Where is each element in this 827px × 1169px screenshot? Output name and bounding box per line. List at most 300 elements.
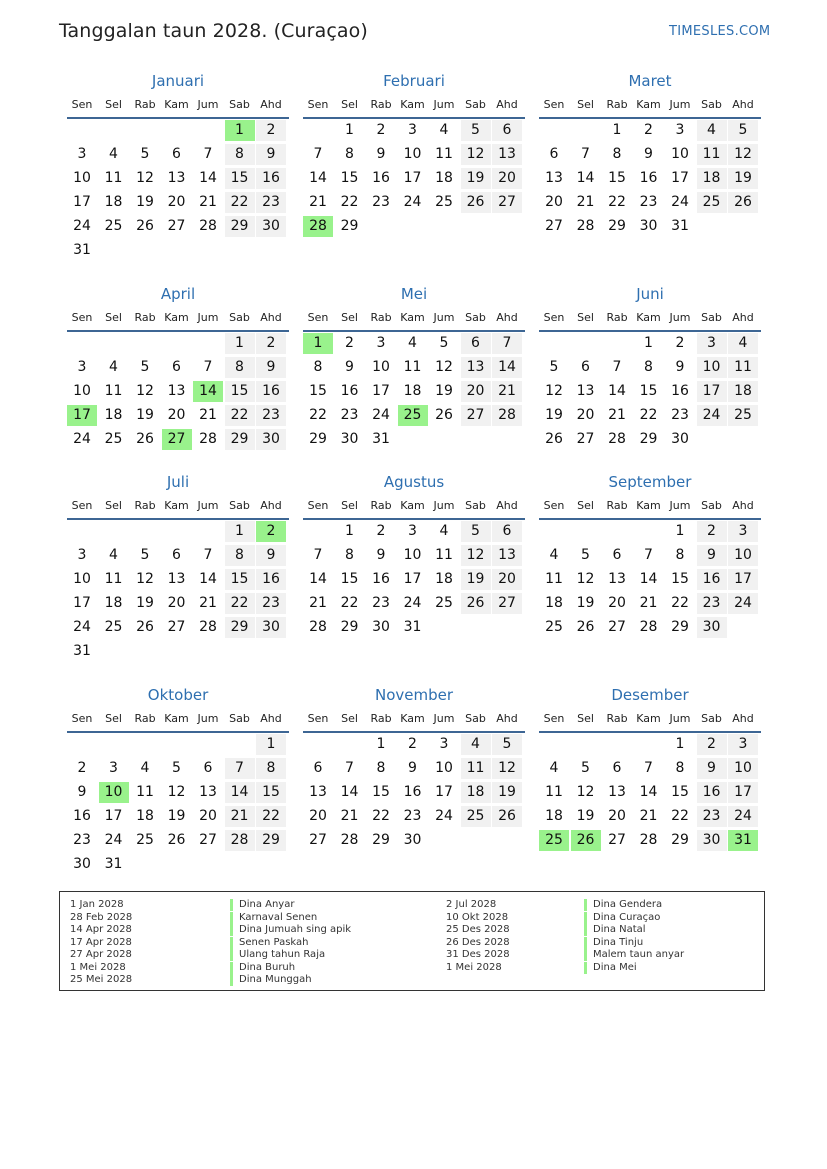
day-cell: 16 — [256, 569, 286, 590]
weekday-label: Rab — [606, 98, 628, 111]
holiday-date: 14 Apr 2028 — [70, 924, 132, 935]
day-cell: 20 — [461, 381, 491, 402]
day-cell: 15 — [608, 170, 626, 186]
day-cell: 26 — [728, 192, 758, 213]
day-cell: 18 — [545, 595, 563, 611]
weekday-label: Kam — [400, 311, 425, 324]
day-cell: 27 — [492, 192, 522, 213]
day-cell: 17 — [671, 170, 689, 186]
day-cell: 7 — [203, 146, 213, 162]
header-divider — [539, 518, 761, 520]
month-name: Juni — [636, 285, 664, 303]
day-cell: 30 — [256, 429, 286, 450]
day-cell: 6 — [172, 359, 181, 375]
day-cell: 2 — [697, 734, 727, 755]
day-cell: 16 — [639, 170, 658, 186]
holiday-date: 10 Okt 2028 — [446, 911, 509, 923]
holiday-name: Dina Munggah — [230, 974, 312, 986]
weekday-label: Sab — [701, 499, 722, 512]
weekday-label: Rab — [606, 712, 628, 725]
day-cell: 20 — [167, 407, 186, 423]
day-cell: 11 — [545, 571, 563, 587]
weekday-label: Sab — [701, 98, 722, 111]
day-cell: 19 — [136, 595, 154, 611]
day-cell: 29 — [671, 832, 689, 848]
day-cell: 29 — [225, 617, 255, 638]
day-cell: 23 — [256, 192, 286, 213]
day-cell: 18 — [104, 194, 123, 210]
weekday-header — [303, 98, 525, 114]
day-cell: 22 — [225, 192, 255, 213]
weekday-label: Ahd — [732, 98, 754, 111]
day-cell: 20 — [608, 595, 626, 611]
month-name: April — [160, 285, 196, 303]
day-cell: 21 — [199, 407, 217, 423]
day-cell: 18 — [435, 571, 453, 587]
weekday-label: Ahd — [732, 712, 754, 725]
day-cell: 13 — [167, 383, 186, 399]
day-cell: 20 — [576, 407, 595, 423]
day-cell: 25 — [104, 619, 123, 635]
holiday-date: 27 Apr 2028 — [70, 949, 132, 960]
weekday-label: Sab — [465, 98, 486, 111]
holiday-name: Dina Buruh — [230, 962, 295, 974]
weekday-header — [67, 98, 289, 114]
holiday-name: Malem taun anyar — [584, 949, 684, 961]
day-cell: 3 — [408, 122, 417, 138]
day-cell: 21 — [608, 407, 626, 423]
day-cell: 9 — [675, 359, 685, 375]
day-cell: 31 — [73, 643, 91, 659]
day-cell: 9 — [408, 760, 417, 776]
day-cell: 30 — [372, 619, 390, 635]
day-cell: 19 — [167, 808, 186, 824]
holiday-name: Dina Curaçao — [584, 912, 660, 924]
weekday-label: Rab — [370, 98, 392, 111]
day-cell: 17 — [403, 170, 422, 186]
holiday-name: Dina Anyar — [230, 899, 294, 911]
holiday-name: Dina Mei — [584, 962, 637, 974]
day-cell: 23 — [403, 808, 422, 824]
day-cell: 17 — [728, 782, 758, 803]
day-cell: 12 — [435, 359, 453, 375]
day-cell: 3 — [728, 521, 758, 542]
weekday-label: Jum — [669, 712, 691, 725]
month-name: Agustus — [383, 473, 445, 491]
day-cell: 6 — [313, 760, 323, 776]
weekday-header — [303, 712, 525, 728]
weekday-label: Kam — [400, 98, 425, 111]
holiday-name: Ulang tahun Raja — [230, 949, 325, 961]
day-cell: 20 — [167, 194, 186, 210]
day-cell: 21 — [639, 595, 658, 611]
day-cell: 24 — [372, 407, 390, 423]
weekday-label: Sab — [465, 499, 486, 512]
holiday-day-cell: 2 — [256, 521, 286, 542]
day-cell: 15 — [671, 571, 689, 587]
day-cell: 28 — [309, 619, 327, 635]
day-cell: 7 — [644, 547, 653, 563]
day-cell: 15 — [225, 569, 255, 590]
day-cell: 5 — [140, 146, 150, 162]
day-cell: 5 — [172, 760, 181, 776]
day-cell: 6 — [461, 333, 491, 354]
day-cell: 10 — [671, 146, 689, 162]
day-cell: 1 — [345, 122, 354, 138]
day-cell: 4 — [140, 760, 150, 776]
day-cell: 28 — [199, 218, 217, 234]
day-cell: 16 — [697, 782, 727, 803]
day-cell: 13 — [167, 571, 186, 587]
day-cell: 30 — [256, 617, 286, 638]
month-name: Oktober — [147, 686, 209, 704]
weekday-label: Sen — [543, 311, 565, 324]
day-cell: 10 — [73, 383, 91, 399]
weekday-label: Ahd — [496, 98, 518, 111]
day-cell: 8 — [345, 146, 354, 162]
day-cell: 29 — [340, 218, 359, 234]
day-cell: 1 — [345, 523, 354, 539]
day-cell: 2 — [644, 122, 653, 138]
day-cell: 12 — [461, 144, 491, 165]
day-cell: 26 — [136, 218, 154, 234]
weekday-label: Sab — [229, 311, 250, 324]
day-cell: 12 — [461, 545, 491, 566]
holiday-name: Karnaval Senen — [230, 912, 317, 924]
day-cell: 2 — [77, 760, 87, 776]
weekday-label: Ahd — [260, 98, 282, 111]
day-cell: 30 — [403, 832, 422, 848]
day-cell: 15 — [225, 168, 255, 189]
holiday-day-cell: 27 — [162, 429, 192, 450]
day-cell: 25 — [728, 405, 758, 426]
day-cell: 16 — [671, 383, 689, 399]
day-cell: 2 — [697, 521, 727, 542]
day-cell: 12 — [167, 784, 186, 800]
day-cell: 8 — [376, 760, 386, 776]
day-cell: 8 — [225, 357, 255, 378]
day-cell: 8 — [675, 547, 685, 563]
day-cell: 29 — [372, 832, 390, 848]
weekday-label: Kam — [636, 499, 661, 512]
weekday-label: Rab — [134, 712, 156, 725]
day-cell: 8 — [313, 359, 323, 375]
day-cell: 5 — [492, 734, 522, 755]
weekday-label: Jum — [433, 499, 455, 512]
weekday-label: Sel — [577, 98, 594, 111]
day-cell: 6 — [203, 760, 213, 776]
month-name: Februari — [383, 72, 445, 90]
day-cell: 4 — [109, 146, 118, 162]
day-cell: 29 — [225, 216, 255, 237]
day-cell: 8 — [225, 144, 255, 165]
day-cell: 14 — [492, 357, 522, 378]
day-cell: 4 — [549, 547, 559, 563]
day-cell: 11 — [545, 784, 563, 800]
weekday-label: Sab — [465, 311, 486, 324]
weekday-label: Sen — [71, 98, 93, 111]
day-cell: 23 — [639, 194, 658, 210]
day-cell: 23 — [372, 595, 390, 611]
day-cell: 5 — [549, 359, 559, 375]
day-cell: 10 — [728, 758, 758, 779]
day-cell: 17 — [728, 569, 758, 590]
day-cell: 30 — [697, 617, 727, 638]
day-cell: 2 — [675, 335, 685, 351]
day-cell: 10 — [728, 545, 758, 566]
day-cell: 14 — [576, 170, 595, 186]
day-cell: 28 — [199, 431, 217, 447]
day-cell: 27 — [309, 832, 327, 848]
day-cell: 19 — [728, 168, 758, 189]
page-title: Tanggalan taun 2028. (Curaçao) — [59, 20, 368, 42]
day-cell: 25 — [104, 218, 123, 234]
day-cell: 16 — [372, 571, 390, 587]
day-cell: 28 — [639, 832, 658, 848]
day-cell: 16 — [340, 383, 359, 399]
day-cell: 14 — [639, 571, 658, 587]
day-cell: 20 — [608, 808, 626, 824]
day-cell: 24 — [671, 194, 689, 210]
weekday-label: Rab — [370, 712, 392, 725]
weekday-label: Sel — [105, 311, 122, 324]
day-cell: 8 — [644, 359, 653, 375]
weekday-label: Ahd — [496, 712, 518, 725]
weekday-label: Sen — [543, 98, 565, 111]
day-cell: 31 — [671, 218, 689, 234]
day-cell: 9 — [77, 784, 87, 800]
weekday-label: Jum — [197, 98, 219, 111]
day-cell: 14 — [639, 784, 658, 800]
holiday-day-cell: 26 — [571, 830, 601, 851]
holiday-date: 25 Mei 2028 — [70, 974, 133, 985]
day-cell: 7 — [313, 146, 323, 162]
day-cell: 10 — [73, 571, 91, 587]
weekday-label: Jum — [669, 98, 691, 111]
day-cell: 27 — [608, 832, 626, 848]
day-cell: 18 — [545, 808, 563, 824]
day-cell: 23 — [73, 832, 91, 848]
holiday-day-cell: 25 — [539, 830, 569, 851]
day-cell: 5 — [140, 547, 150, 563]
day-cell: 27 — [492, 593, 522, 614]
weekday-header — [67, 712, 289, 728]
header-divider — [303, 731, 525, 733]
day-cell: 4 — [109, 359, 118, 375]
day-cell: 17 — [104, 808, 123, 824]
weekday-header — [303, 499, 525, 515]
holiday-date: 26 Des 2028 — [446, 936, 510, 948]
day-cell: 27 — [167, 619, 186, 635]
day-cell: 13 — [309, 784, 327, 800]
day-cell: 4 — [439, 122, 449, 138]
day-cell: 26 — [545, 431, 563, 447]
day-cell: 24 — [73, 218, 91, 234]
weekday-label: Rab — [370, 499, 392, 512]
day-cell: 11 — [728, 357, 758, 378]
weekday-label: Kam — [164, 499, 189, 512]
weekday-label: Jum — [197, 499, 219, 512]
day-cell: 23 — [671, 407, 689, 423]
day-cell: 8 — [675, 760, 685, 776]
day-cell: 9 — [376, 547, 386, 563]
day-cell: 13 — [492, 144, 522, 165]
day-cell: 11 — [435, 146, 453, 162]
day-cell: 20 — [545, 194, 563, 210]
day-cell: 31 — [104, 856, 123, 872]
day-cell: 7 — [492, 333, 522, 354]
day-cell: 26 — [461, 593, 491, 614]
day-cell: 29 — [309, 431, 327, 447]
holiday-date: 1 Mei 2028 — [70, 961, 126, 973]
day-cell: 7 — [644, 760, 653, 776]
day-cell: 12 — [576, 571, 595, 587]
day-cell: 1 — [644, 335, 653, 351]
weekday-label: Ahd — [732, 311, 754, 324]
day-cell: 15 — [372, 784, 390, 800]
weekday-label: Rab — [134, 98, 156, 111]
day-cell: 28 — [639, 619, 658, 635]
day-cell: 21 — [309, 194, 327, 210]
day-cell: 12 — [492, 758, 522, 779]
day-cell: 11 — [403, 359, 422, 375]
day-cell: 18 — [104, 595, 123, 611]
day-cell: 26 — [167, 832, 186, 848]
day-cell: 26 — [492, 806, 522, 827]
day-cell: 23 — [697, 593, 727, 614]
day-cell: 10 — [403, 547, 422, 563]
day-cell: 19 — [492, 782, 522, 803]
day-cell: 15 — [671, 784, 689, 800]
day-cell: 18 — [403, 383, 422, 399]
day-cell: 4 — [697, 120, 727, 141]
day-cell: 20 — [492, 168, 522, 189]
day-cell: 16 — [697, 569, 727, 590]
day-cell: 30 — [639, 218, 658, 234]
day-cell: 7 — [581, 146, 590, 162]
day-cell: 14 — [199, 571, 217, 587]
day-cell: 27 — [167, 218, 186, 234]
day-cell: 10 — [435, 760, 453, 776]
day-cell: 18 — [697, 168, 727, 189]
weekday-label: Ahd — [260, 712, 282, 725]
day-cell: 2 — [256, 333, 286, 354]
weekday-label: Sen — [307, 311, 329, 324]
day-cell: 9 — [644, 146, 653, 162]
day-cell: 6 — [581, 359, 590, 375]
day-cell: 14 — [225, 782, 255, 803]
day-cell: 19 — [576, 595, 595, 611]
day-cell: 22 — [225, 593, 255, 614]
day-cell: 27 — [576, 431, 595, 447]
day-cell: 22 — [225, 405, 255, 426]
day-cell: 24 — [403, 194, 422, 210]
month-name: September — [608, 473, 692, 491]
day-cell: 13 — [608, 571, 626, 587]
day-cell: 17 — [372, 383, 390, 399]
day-cell: 9 — [345, 359, 354, 375]
day-cell: 7 — [345, 760, 354, 776]
header-divider — [303, 330, 525, 332]
day-cell: 30 — [73, 856, 91, 872]
day-cell: 3 — [439, 736, 449, 752]
day-cell: 12 — [545, 383, 563, 399]
day-cell: 19 — [461, 569, 491, 590]
day-cell: 6 — [492, 521, 522, 542]
weekday-label: Jum — [433, 712, 455, 725]
day-cell: 28 — [199, 619, 217, 635]
day-cell: 27 — [461, 405, 491, 426]
day-cell: 1 — [376, 736, 386, 752]
day-cell: 31 — [403, 619, 422, 635]
holiday-day-cell: 25 — [398, 405, 428, 426]
day-cell: 16 — [372, 170, 390, 186]
day-cell: 15 — [340, 571, 359, 587]
weekday-label: Kam — [636, 98, 661, 111]
day-cell: 18 — [435, 170, 453, 186]
day-cell: 21 — [340, 808, 359, 824]
day-cell: 3 — [77, 359, 87, 375]
day-cell: 9 — [697, 545, 727, 566]
day-cell: 20 — [199, 808, 217, 824]
day-cell: 24 — [435, 808, 453, 824]
weekday-label: Sab — [465, 712, 486, 725]
weekday-label: Ahd — [260, 499, 282, 512]
weekday-label: Sen — [307, 712, 329, 725]
day-cell: 22 — [639, 407, 658, 423]
day-cell: 26 — [461, 192, 491, 213]
day-cell: 21 — [225, 806, 255, 827]
day-cell: 15 — [225, 381, 255, 402]
day-cell: 28 — [576, 218, 595, 234]
day-cell: 3 — [697, 333, 727, 354]
day-cell: 24 — [73, 431, 91, 447]
weekday-label: Ahd — [260, 311, 282, 324]
day-cell: 1 — [256, 734, 286, 755]
brand-link[interactable]: TIMESLES.COM — [669, 24, 771, 39]
day-cell: 3 — [77, 146, 87, 162]
day-cell: 10 — [372, 359, 390, 375]
holiday-date: 25 Des 2028 — [446, 924, 510, 935]
header-divider — [303, 117, 525, 119]
weekday-label: Jum — [197, 712, 219, 725]
day-cell: 23 — [697, 806, 727, 827]
day-cell: 3 — [728, 734, 758, 755]
weekday-label: Sel — [341, 712, 358, 725]
header-divider — [539, 330, 761, 332]
weekday-header — [539, 712, 761, 728]
month-name: Desember — [611, 686, 689, 704]
month-name: November — [374, 686, 454, 704]
day-cell: 11 — [435, 547, 453, 563]
day-cell: 4 — [408, 335, 417, 351]
day-cell: 17 — [697, 381, 727, 402]
day-cell: 3 — [109, 760, 118, 776]
holiday-name: Dina Tinju — [584, 937, 643, 949]
day-cell: 2 — [256, 120, 286, 141]
weekday-label: Kam — [164, 311, 189, 324]
day-cell: 26 — [435, 407, 453, 423]
day-cell: 8 — [612, 146, 622, 162]
holiday-day-cell: 1 — [303, 333, 333, 354]
weekday-label: Kam — [400, 499, 425, 512]
day-cell: 5 — [461, 120, 491, 141]
day-cell: 12 — [136, 170, 154, 186]
day-cell: 23 — [256, 405, 286, 426]
day-cell: 20 — [492, 569, 522, 590]
day-cell: 5 — [439, 335, 449, 351]
day-cell: 13 — [492, 545, 522, 566]
